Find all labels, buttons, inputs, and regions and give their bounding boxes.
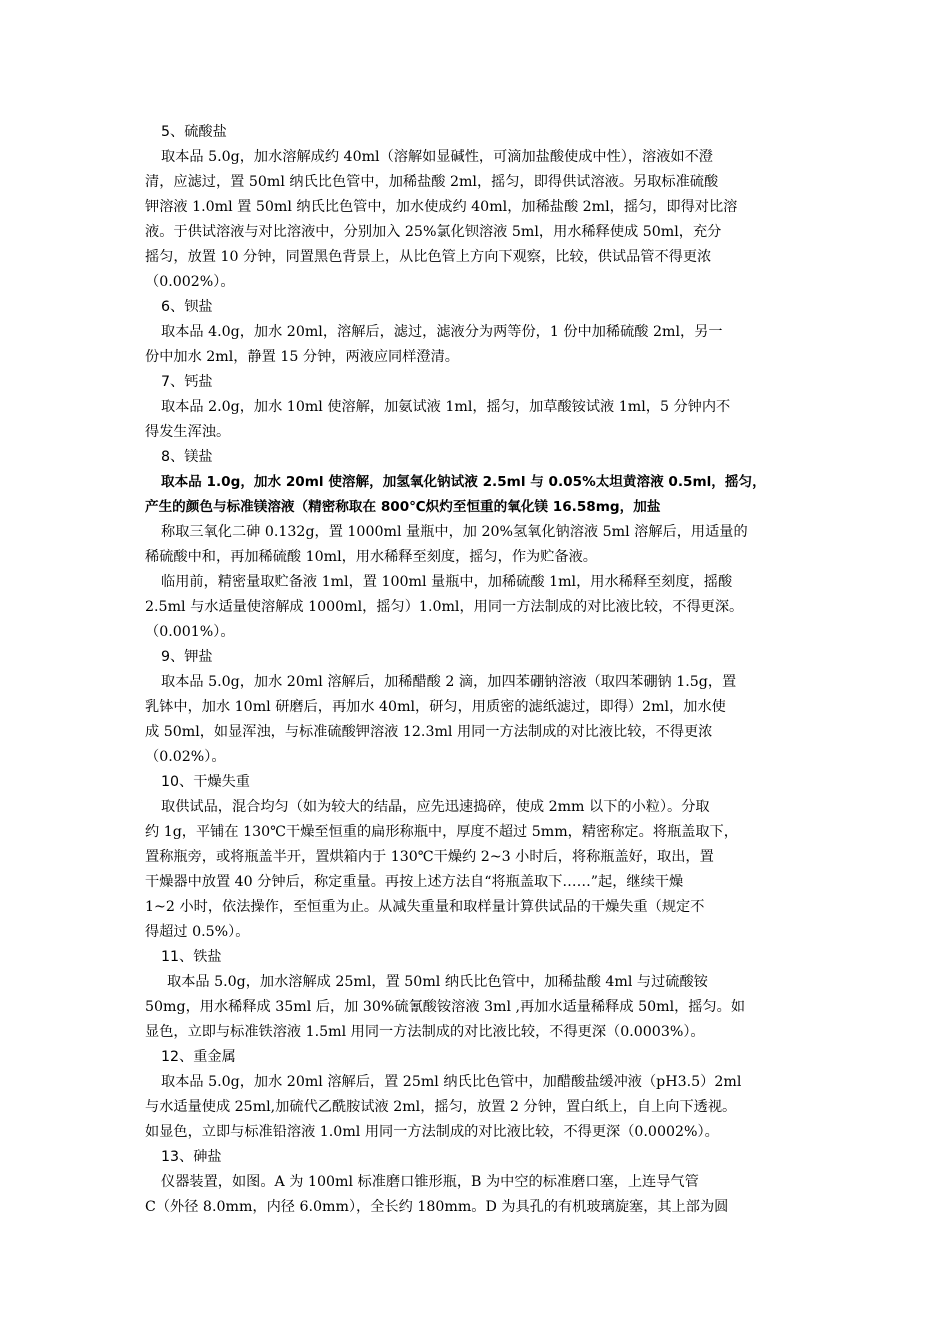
paragraph-line: （0.002%）。: [145, 274, 235, 290]
section-heading: 11、铁盐: [161, 949, 222, 965]
paragraph-line: 2.5ml 与水适量使溶解成 1000ml，摇匀）1.0ml，用同一方法制成的对比液比较，不得更深。: [145, 599, 744, 615]
section-heading: 10、干燥失重: [161, 774, 250, 790]
paragraph-line: 仪器装置，如图。A 为 100ml 标准磨口锥形瓶，B 为中空的标准磨口塞，上连导气管: [161, 1174, 699, 1190]
paragraph-line: 与水适量使成 25ml,加硫代乙酰胺试液 2ml，摇匀，放置 2 分钟，置白纸上，自上向下透视。: [145, 1099, 737, 1115]
paragraph-line: 取本品 5.0g，加水溶解成 25ml，置 50ml 纳氏比色管中，加稀盐酸 4ml 与过硫酸铵: [167, 974, 708, 990]
paragraph-line: 清，应滤过，置 50ml 纳氏比色管中，加稀盐酸 2ml，摇匀，即得供试溶液。另取标准硫酸: [145, 174, 719, 190]
paragraph-line: （0.02%）。: [145, 749, 226, 765]
section-heading: 12、重金属: [161, 1049, 236, 1065]
section-heading: 9、钾盐: [161, 649, 213, 665]
section-heading: 7、钙盐: [161, 374, 213, 390]
paragraph-line: C（外径 8.0mm，内径 6.0mm），全长约 180mm。D 为具孔的有机玻璃旋塞，其上部为圆: [145, 1199, 729, 1215]
paragraph-line: 临用前，精密量取贮备液 1ml，置 100ml 量瓶中，加稀硫酸 1ml，用水稀释至刻度，摇酸: [161, 574, 733, 590]
paragraph-line: 取本品 5.0g，加水 20ml 溶解后，加稀醋酸 2 滴，加四苯硼钠溶液（取四苯硼钠 1.5g，置: [161, 674, 737, 690]
paragraph-line: 取供试品，混合均匀（如为较大的结晶，应先迅速捣碎，使成 2mm 以下的小粒）。分取: [161, 799, 710, 815]
paragraph-line: 取本品 5.0g，加水溶解成约 40ml（溶解如显碱性，可滴加盐酸使成中性），溶液如不澄: [161, 149, 713, 165]
paragraph-line: 产生的颜色与标准镁溶液（精密称取在 800℃炽灼至恒重的氧化镁 16.58mg，加盐: [145, 499, 661, 515]
paragraph-line: 取本品 2.0g，加水 10ml 使溶解，加氨试液 1ml，摇匀，加草酸铵试液 1ml，5 分钟内不: [161, 399, 731, 415]
paragraph-line: 得发生浑浊。: [145, 424, 231, 440]
paragraph-line: 得超过 0.5%）。: [145, 924, 250, 940]
paragraph-line: （0.001%）。: [145, 624, 235, 640]
paragraph-line: 取本品 5.0g，加水 20ml 溶解后，置 25ml 纳氏比色管中，加醋酸盐缓冲液（pH3.5）2ml: [161, 1074, 742, 1090]
paragraph-line: 如显色，立即与标准铅溶液 1.0ml 用同一方法制成的对比液比较，不得更深（0.0002%）。: [145, 1124, 719, 1140]
paragraph-line: 液。于供试溶液与对比溶液中，分别加入 25%氯化钡溶液 5ml，用水稀释使成 50ml，充分: [145, 224, 722, 240]
paragraph-line: 乳钵中，加水 10ml 研磨后，再加水 40ml，研匀，用质密的滤纸滤过，即得）2ml，加水使: [145, 699, 726, 715]
paragraph-line: 称取三氧化二砷 0.132g，置 1000ml 量瓶中，加 20%氢氧化钠溶液 5ml 溶解后，用适量的: [161, 524, 748, 540]
paragraph-line: 显色，立即与标准铁溶液 1.5ml 用同一方法制成的对比液比较，不得更深（0.0003%）。: [145, 1024, 705, 1040]
section-heading: 13、砷盐: [161, 1149, 222, 1165]
section-heading: 6、钡盐: [161, 299, 213, 315]
section-heading: 8、镁盐: [161, 449, 213, 465]
section-heading: 5、硫酸盐: [161, 124, 227, 140]
paragraph-line: 50mg，用水稀释成 35ml 后，加 30%硫氰酸铵溶液 3ml ,再加水适量稀释成 50ml，摇匀。如: [145, 999, 746, 1015]
paragraph-line: 置称瓶旁，或将瓶盖半开，置烘箱内于 130℃干燥约 2~3 小时后，将称瓶盖好，取出，置: [145, 849, 714, 865]
paragraph-line: 约 1g，平铺在 130℃干燥至恒重的扁形称瓶中，厚度不超过 5mm，精密称定。将瓶盖取下，: [145, 824, 738, 840]
paragraph-line: 成 50ml，如显浑浊，与标准硫酸钾溶液 12.3ml 用同一方法制成的对比液比较，不得更浓: [145, 724, 713, 740]
paragraph-line: 摇匀，放置 10 分钟，同置黑色背景上，从比色管上方向下观察，比较，供试品管不得更浓: [145, 249, 712, 265]
paragraph-line: 份中加水 2ml，静置 15 分钟，两液应同样澄清。: [145, 349, 459, 365]
paragraph-line: 稀硫酸中和，再加稀硫酸 10ml，用水稀释至刻度，摇匀，作为贮备液。: [145, 549, 597, 565]
paragraph-line: 取本品 4.0g，加水 20ml，溶解后，滤过，滤液分为两等份，1 份中加稀硫酸 2ml，另一: [161, 324, 723, 340]
paragraph-line: 干燥器中放置 40 分钟后，称定重量。再按上述方法自“将瓶盖取下……”起，继续干燥: [145, 874, 684, 890]
paragraph-line: 1~2 小时，依法操作，至恒重为止。从减失重量和取样量计算供试品的干燥失重（规定不: [145, 899, 705, 915]
paragraph-line: 钾溶液 1.0ml 置 50ml 纳氏比色管中，加水使成约 40ml，加稀盐酸 2ml，摇匀，即得对比溶: [145, 199, 738, 215]
paragraph-line: 取本品 1.0g，加水 20ml 使溶解，加氢氧化钠试液 2.5ml 与 0.05%太坦黄溶液 0.5ml，摇匀，: [161, 474, 766, 490]
